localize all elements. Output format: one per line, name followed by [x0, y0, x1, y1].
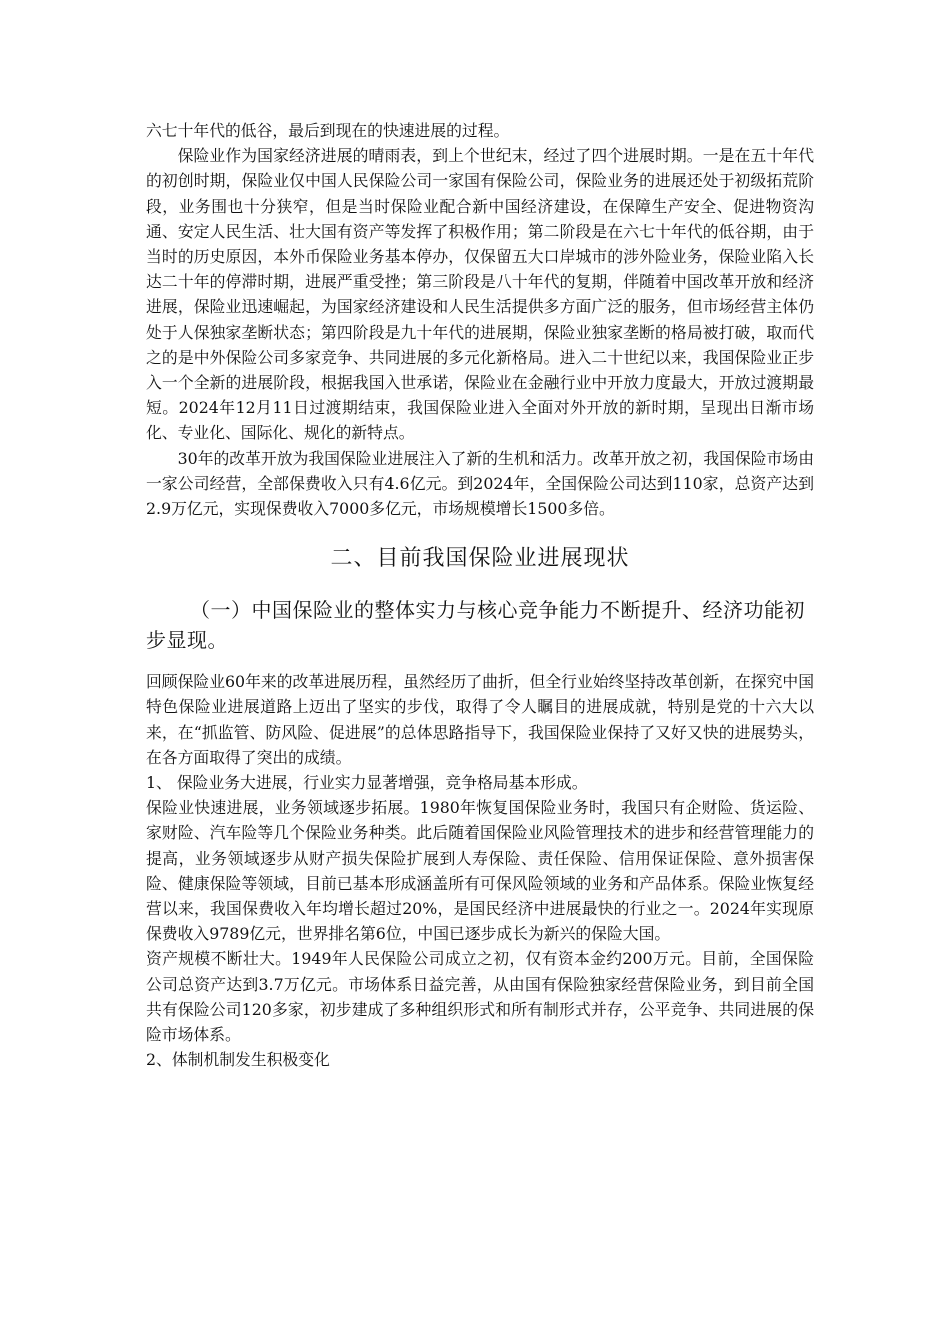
- paragraph-reform-30-years: 30年的改革开放为我国保险业进展注入了新的生机和活力。改革开放之初，我国保险市场由一家公司经营，全部保费收入只有4.6亿元。到2024年，全国保险公司达到110家，总资产达到2.9万亿元，实现保费收入7000多亿元，市场规模增长1500多倍。: [146, 448, 814, 519]
- section-heading-current-status: 二、目前我国保险业进展现状: [330, 546, 630, 572]
- subsection-heading-overall-strength: （一）中国保险业的整体实力与核心竞争能力不断提升、经济功能初步显现。: [146, 598, 805, 653]
- list-item-business-development: 1、 保险业务大进展，行业实力显著增强，竞争格局基本形成。: [146, 773, 588, 793]
- paragraph-intro-continuation: 六七十年代的低谷，最后到现在的快速进展的过程。: [146, 121, 510, 140]
- paragraph-business-expansion: 保险业快速进展，业务领域逐步拓展。1980年恢复国保险业务时，我国只有企财险、货运险、家财险、汽车险等几个保险业务种类。此后随着国保险业风险管理技术的进步和经营管理能力的提高，业务领域逐步从财产损失保险扩展到人寿保险、责任保险、信用保证保险、意外损害保险、健康保险等领域，目前已基本形成涵盖所有可保风险领域的业务和产品体系。保险业恢复经营以来，我国保费收入年均增长超过20%，是国民经济中进展最快的行业之一。2024年实现原保费收入9789亿元，世界排名第6位，中国已逐步成长为新兴的保险大国。: [146, 798, 814, 944]
- paragraph-asset-growth: 资产规模不断壮大。1949年人民保险公司成立之初，仅有资本金约200万元。目前，全国保险公司总资产达到3.7万亿元。市场体系日益完善，从由国有保险独家经营保险业务，到目前全国共有保险公司120多家，初步建成了多种组织形式和所有制形式并存，公平竞争、共同进展的保险市场体系。: [146, 949, 814, 1045]
- document-page: [146, 118, 814, 1073]
- list-item-system-mechanism: 2、体制机制发生积极变化: [146, 1050, 330, 1070]
- paragraph-four-periods: 保险业作为国家经济进展的晴雨表，到上个世纪末，经过了四个进展时期。一是在五十年代的初创时期，保险业仅中国人民保险公司一家国有保险公司，保险业务的进展还处于初级拓荒阶段，业务围也十分狭窄，但是当时保险业配合新中国经济建设，在保障生产安全、促进物资沟通、安定人民生活、壮大国有资产等发挥了积极作用；第二阶段是在六七十年代的低谷期，由于当时的历史原因，本外币保险业务基本停办，仅保留五大口岸城市的涉外险业务，保险业陷入长达二十年的停滞时期，进展严重受挫；第三阶段是八十年代的复期，伴随着中国改革开放和经济进展，保险业迅速崛起，为国家经济建设和人民生活提供多方面广泛的服务，但市场经营主体仍处于人保独家垄断状态；第四阶段是九十年代的进展期，保险业独家垄断的格局被打破，取而代之的是中外保险公司多家竞争、共同进展的多元化新格局。进入二十世纪以来，我国保险业正步入一个全新的进展阶段，根据我国入世承诺，保险业在金融行业中开放力度最大，开放过渡期最短。2024年12月11日过渡期结束，我国保险业进入全面对外开放的新时期，呈现出日渐市场化、专业化、国际化、规化的新特点。: [146, 146, 814, 443]
- paragraph-review-60-years: 回顾保险业60年来的改革进展历程，虽然经历了曲折，但全行业始终坚持改革创新，在探究中国特色保险业进展道路上迈出了坚实的步伐，取得了令人瞩目的进展成就，特别是党的十六大以来，在“抓监管、防风险、促进展”的总体思路指导下，我国保险业保持了又好又快的进展势头，在各方面取得了突出的成绩。: [146, 672, 814, 767]
